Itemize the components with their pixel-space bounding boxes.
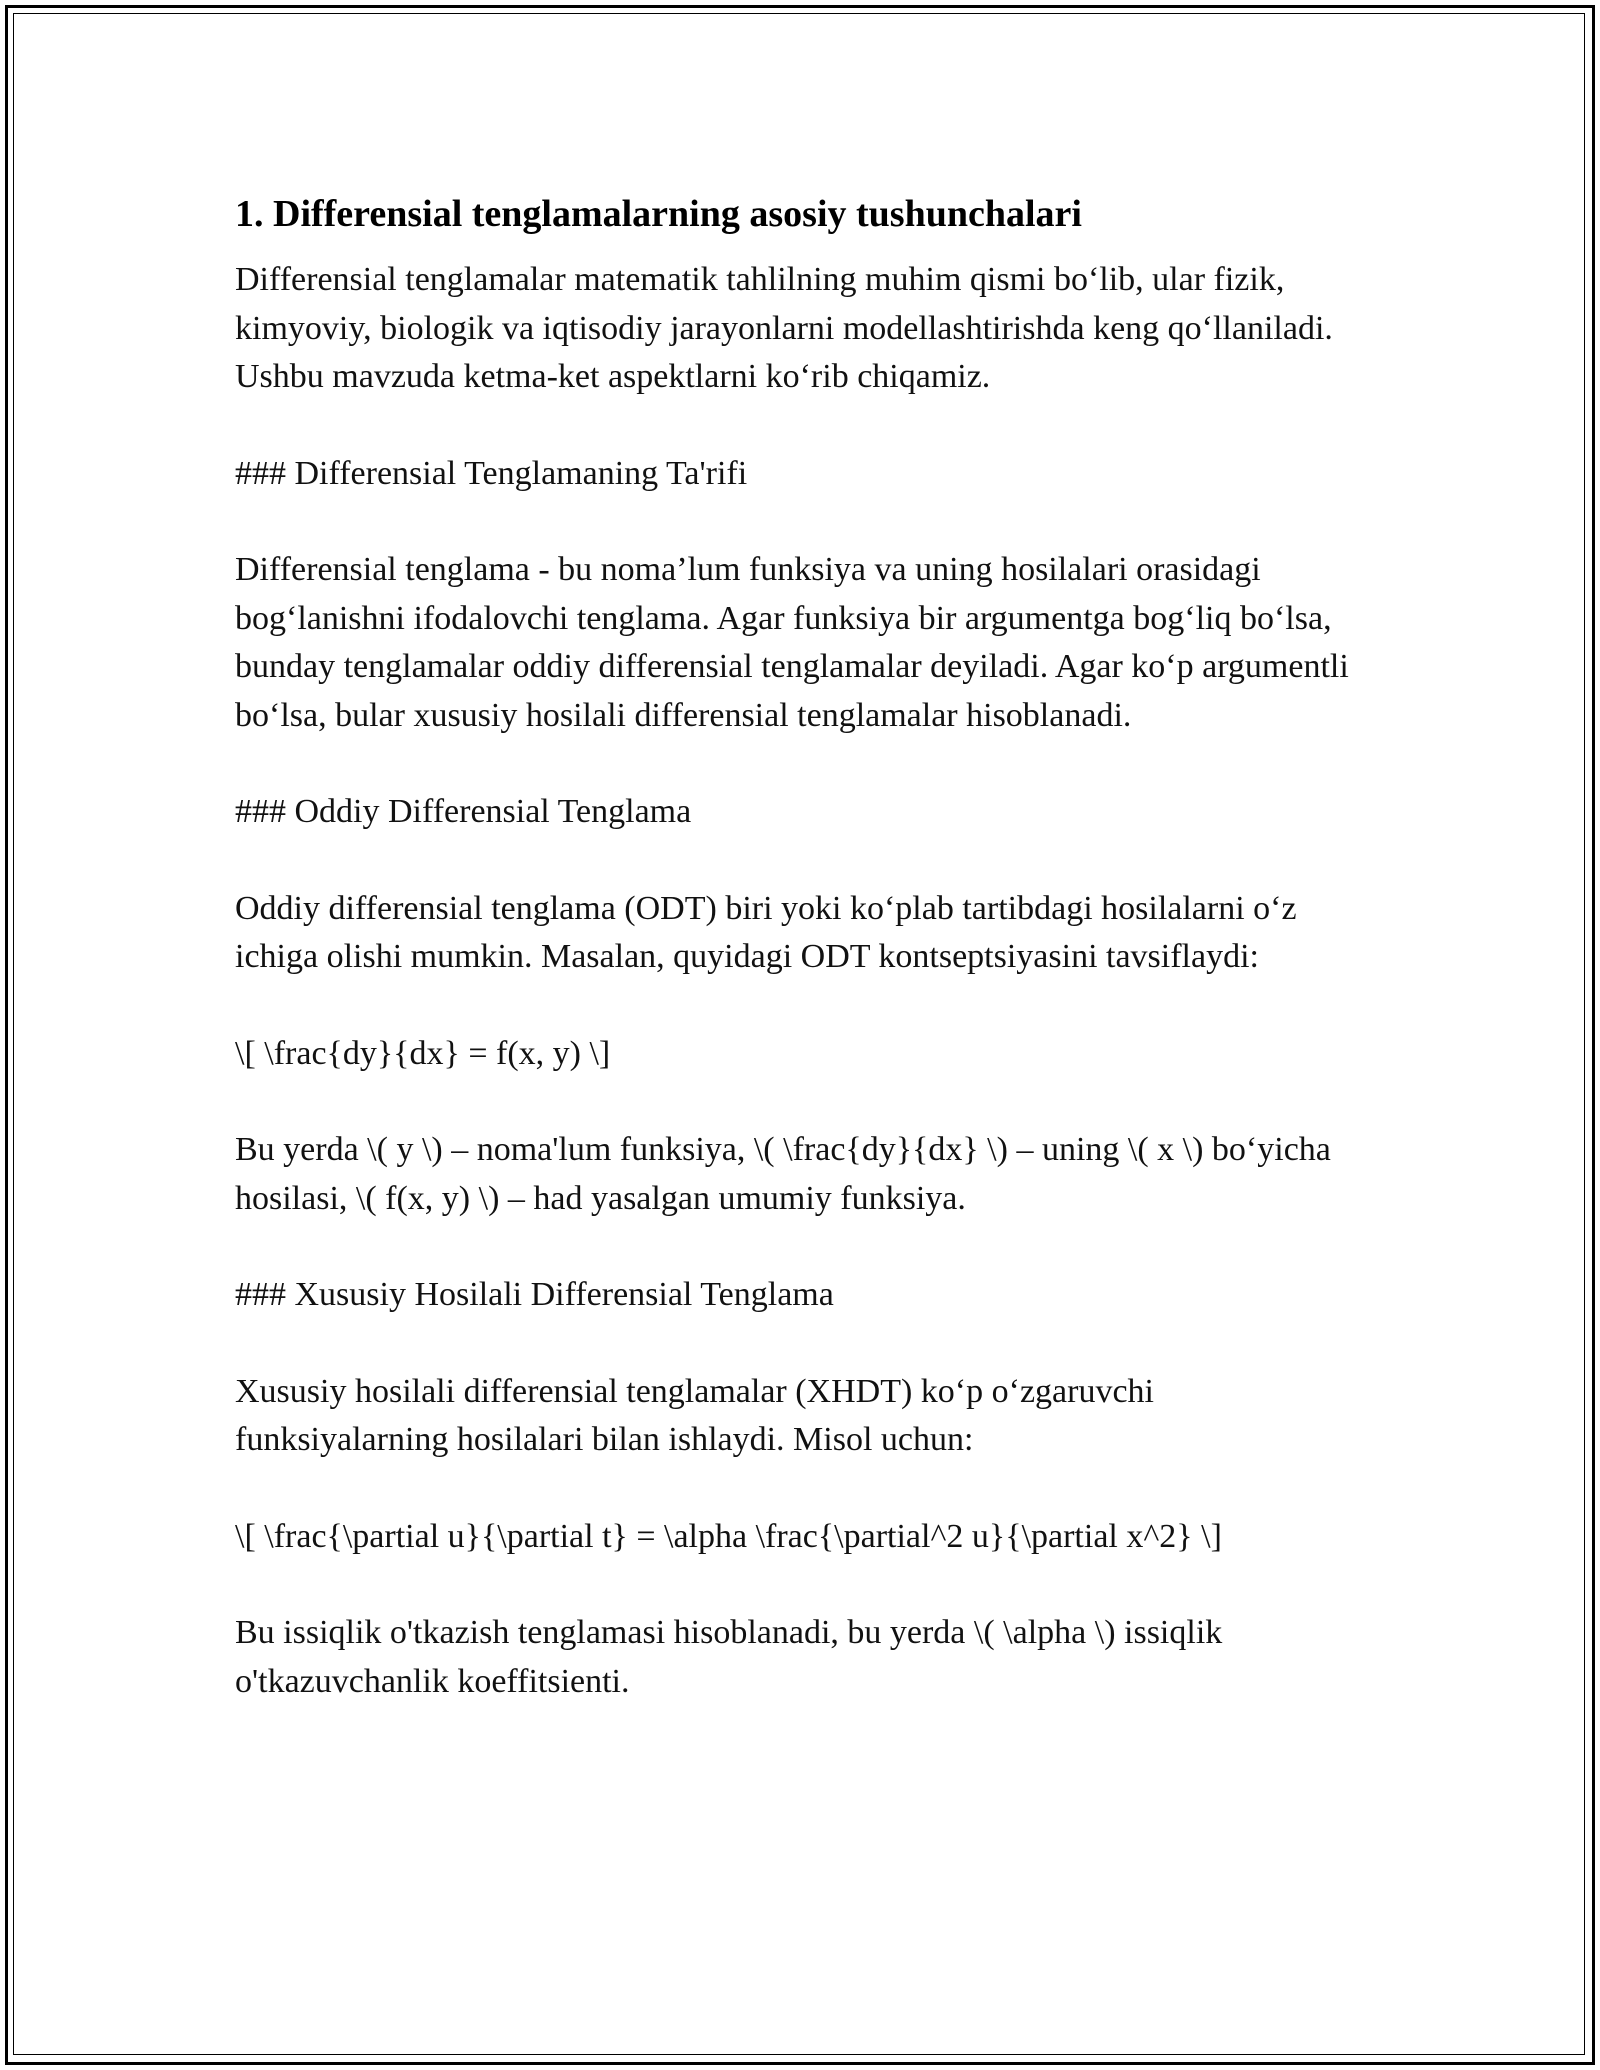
xhdt-paragraph: Xususiy hosilali differensial tenglamalar (XHDT) ko‘p o‘zgaruvchi funksiyalarning hosilalari bilan ishlaydi. Misol uchun: bbox=[235, 1372, 1154, 1458]
section-heading-definition: ### Differensial Tenglamaning Ta'rifi bbox=[235, 454, 748, 492]
section-heading-odt: ### Oddiy Differensial Tenglama bbox=[235, 793, 692, 830]
section-heading-xhdt: ### Xususiy Hosilali Differensial Tenglama bbox=[235, 1276, 834, 1313]
odt-explanation: Bu yerda \( y \) – noma'lum funksiya, \( \frac{dy}{dx} \) – uning \( x \) bo‘yicha hosilasi, \( f(x, y) \) – had yasalgan umumiy funksiya. bbox=[235, 1131, 1331, 1217]
odt-paragraph: Oddiy differensial tenglama (ODT) biri yoki ko‘plab tartibdagi hosilalarni o‘z ichiga olishi mumkin. Masalan, quyidagi ODT kontseptsiyasini tavsiflaydi: bbox=[235, 889, 1297, 975]
odt-equation: \[ \frac{dy}{dx} = f(x, y) \] bbox=[235, 1034, 611, 1072]
document-body bbox=[235, 184, 1375, 1706]
xhdt-equation: \[ \frac{\partial u}{\partial t} = \alpha \frac{\partial^2 u}{\partial x^2} \] bbox=[235, 1517, 1222, 1555]
heat-equation-explanation: Bu issiqlik o'tkazish tenglamasi hisoblanadi, bu yerda \( \alpha \) issiqlik o'tkazuvchanlik koeffitsienti. bbox=[235, 1614, 1223, 1700]
page-title: 1. Differensial tenglamalarning asosiy tushunchalari bbox=[235, 193, 1082, 235]
intro-paragraph: Differensial tenglamalar matematik tahlilning muhim qismi bo‘lib, ular fizik, kimyoviy, biologik va iqtisodiy jarayonlarni modellashtirishda keng qo‘llaniladi. Ushbu mavzuda ketma-ket aspektlarni ko‘rib chiqamiz. bbox=[235, 261, 1333, 395]
definition-paragraph: Differensial tenglama - bu noma’lum funksiya va uning hosilalari orasidagi bog‘lanishni ifodalovchi tenglama. Agar funksiya bir argumentga bog‘liq bo‘lsa, bunday tenglamalar oddiy differensial tenglamalar deyiladi. Agar ko‘p argumentli bo‘lsa, bular xususiy hosilali differensial tenglamalar hisoblanadi. bbox=[235, 551, 1349, 734]
